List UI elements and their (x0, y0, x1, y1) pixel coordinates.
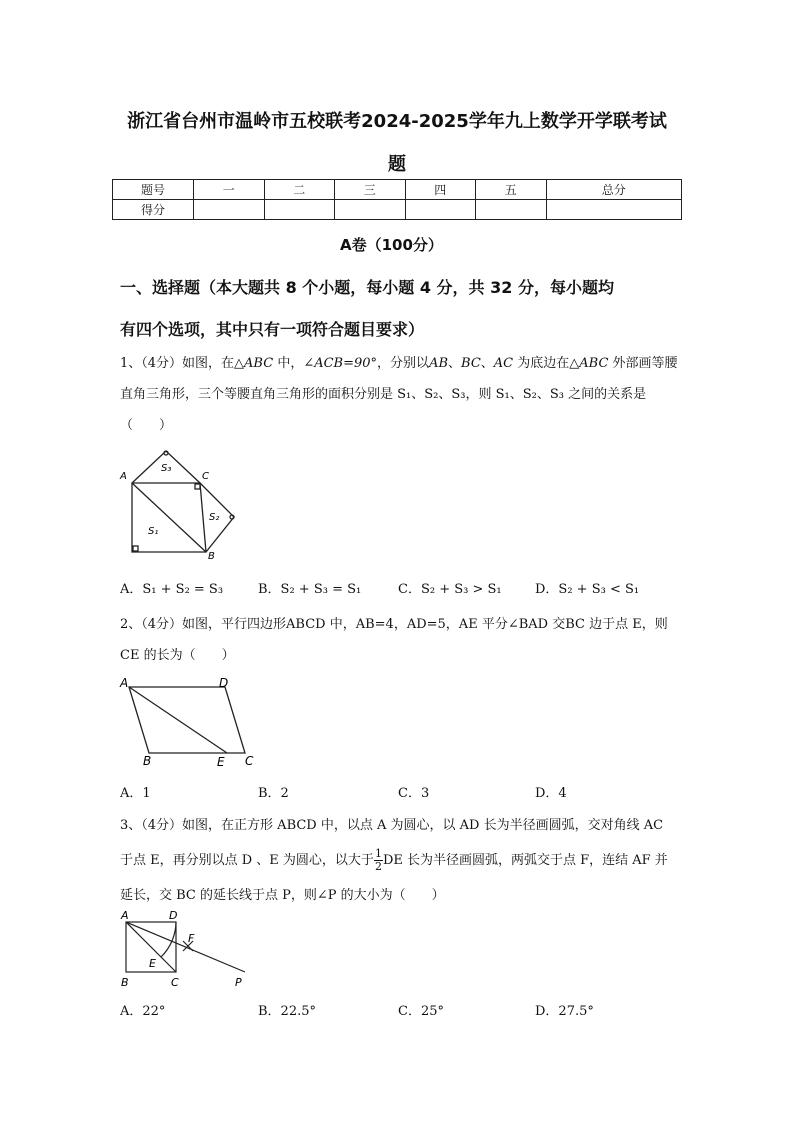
q1-text: 、 (448, 356, 462, 371)
label-e: E (149, 957, 156, 970)
q1-text: 为底边在 (513, 356, 570, 371)
q1-text: 中， (273, 356, 304, 371)
q3-option-c[interactable]: C．25° (398, 1004, 444, 1019)
score-input-cell[interactable] (476, 200, 547, 220)
q1-text: ∠ACB=90° (303, 356, 378, 371)
q2-option-c[interactable]: C．3 (398, 786, 430, 801)
label-p: P (235, 976, 242, 989)
q2-option-a[interactable]: A．1 (120, 786, 151, 801)
table-cell: 二 (264, 180, 335, 200)
q3-option-d[interactable]: D．27.5° (535, 1004, 594, 1019)
q2-option-d[interactable]: D．4 (535, 786, 567, 801)
score-input-cell[interactable] (335, 200, 406, 220)
q1-option-a[interactable]: A．S₁ + S₂ = S₃ (120, 582, 224, 597)
table-cell: 四 (405, 180, 476, 200)
label-s2: S₂ (209, 512, 220, 523)
table-cell: 总分 (546, 180, 682, 200)
label-c: C (171, 976, 179, 989)
question-1 (120, 348, 680, 441)
label-d: D (169, 909, 178, 922)
score-input-cell[interactable] (546, 200, 682, 220)
label-a: A (121, 909, 129, 922)
label-b: B (143, 754, 152, 768)
table-cell: 题号 (113, 180, 194, 200)
label-b: B (121, 976, 129, 989)
score-table (112, 179, 682, 220)
table-cell: 得分 (113, 200, 194, 220)
table-row (113, 180, 682, 200)
q3-text: DE 长为半径画圆弧，两弧交于点 F，连结 AF 并延长，交 BC 的延长线于点 P，则∠P 的大小为（ ） (120, 853, 668, 903)
q1-text: 1、（4分）如图，在 (120, 356, 235, 371)
q1-text: BC (461, 356, 481, 371)
label-f: F (188, 932, 195, 945)
q1-text: 外部画等腰直角三角形，三个等腰直角三角形的面积分别是 S₁、S₂、S₃，则 S₁、S₂、S₃ 之间的关系是（ ） (120, 356, 678, 433)
fraction (374, 848, 383, 873)
label-c: C (245, 754, 254, 768)
table-cell: 五 (476, 180, 547, 200)
q3-figure (115, 905, 255, 993)
question-2: 2、（4分）如图，平行四边形ABCD 中，AB=4，AD=5，AE 平分∠BAD 交BC 边于点 E，则 CE 的长为（ ） (120, 617, 668, 663)
q1-option-d[interactable]: D．S₂ + S₃ < S₁ (535, 582, 640, 597)
q1-text: AB (429, 356, 449, 371)
q2-option-b[interactable]: B．2 (258, 786, 289, 801)
q3-option-a[interactable]: A．22° (120, 1004, 166, 1019)
part-heading-cont: 有四个选项，其中只有一项符合题目要求） (120, 320, 425, 339)
label-b: B (208, 551, 215, 562)
q1-option-c[interactable]: C．S₂ + S₃ > S₁ (398, 582, 502, 597)
question-3 (120, 808, 680, 913)
q1-figure (115, 445, 245, 563)
q1-text: ，分别以 (377, 356, 430, 371)
q1-text: △ABC (234, 356, 274, 371)
table-cell: 三 (335, 180, 406, 200)
label-c: C (202, 471, 209, 482)
table-row (113, 200, 682, 220)
q1-text: △ABC (569, 356, 609, 371)
fraction-numerator: 1 (374, 847, 382, 860)
part-heading: 一、选择题（本大题共 8 个小题，每小题 4 分，共 32 分，每小题均 (120, 278, 614, 297)
page-title: 浙江省台州市温岭市五校联考2024-2025学年九上数学开学联考试 (127, 111, 667, 132)
q2-figure (115, 673, 265, 770)
section-heading: A卷（100分） (340, 236, 443, 254)
q1-text: AC (493, 356, 514, 371)
q1-option-b[interactable]: B．S₂ + S₃ = S₁ (258, 582, 362, 597)
label-a: A (120, 471, 127, 482)
q1-text: 、 (480, 356, 494, 371)
label-d: D (219, 676, 229, 690)
score-input-cell[interactable] (405, 200, 476, 220)
score-input-cell[interactable] (264, 200, 335, 220)
fraction-denominator: 2 (374, 860, 382, 873)
page-title-cont: 题 (388, 154, 406, 175)
q3-text: 3、（4分）如图，在正方形 ABCD 中，以点 A 为圆心，以 AD 长为半径画圆弧，交对角线 AC 于点 E，再分别以点 D 、E 为圆心，以大于 (120, 818, 664, 868)
label-s3: S₃ (161, 463, 172, 474)
label-s1: S₁ (148, 526, 159, 537)
label-e: E (217, 755, 225, 769)
table-cell: 一 (194, 180, 265, 200)
score-input-cell[interactable] (194, 200, 265, 220)
q3-option-b[interactable]: B．22.5° (258, 1004, 316, 1019)
label-a: A (120, 676, 129, 690)
